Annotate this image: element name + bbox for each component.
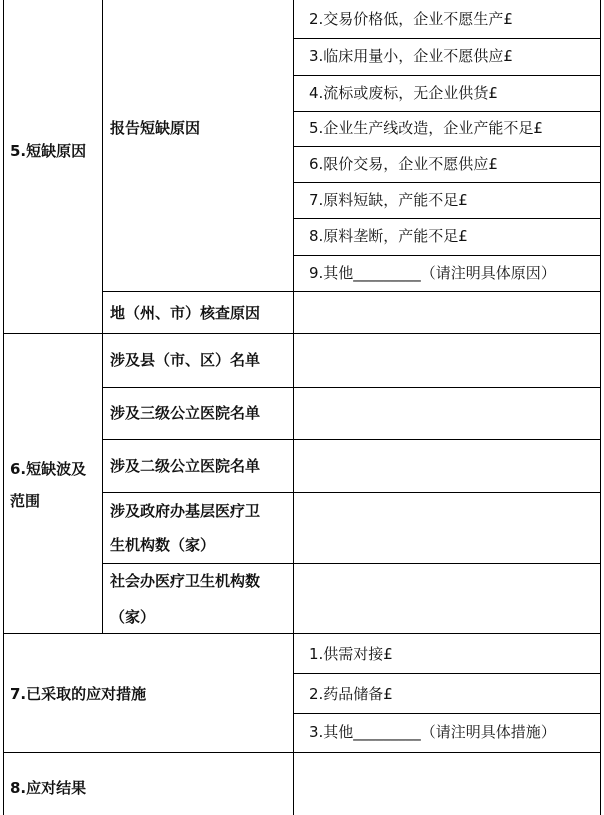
section5-title: 5.短缺原因 [10,142,87,160]
tier2-hospitals-label: 涉及二级公立医院名单 [110,457,261,475]
counties-label: 涉及县（市、区）名单 [110,351,261,369]
gov-institutions-label-line1: 涉及政府办基层医疗卫 [110,502,261,520]
verify-reason-label: 地（州、市）核查原因 [110,304,261,322]
social-institutions-field[interactable] [294,564,600,633]
counties-field[interactable] [294,334,600,387]
measure-option[interactable]: 2.药品储备£ [309,685,393,703]
gov-institutions-label-line2: 生机构数（家） [110,536,216,554]
reason-option[interactable]: 2.交易价格低，企业不愿生产£ [309,10,513,28]
section6-title-line2: 范围 [10,492,41,510]
reason-option[interactable]: 5.企业生产线改造，企业产能不足£ [309,119,543,137]
measure-option[interactable]: 1.供需对接£ [309,645,393,663]
reason-option[interactable]: 7.原料短缺，产能不足£ [309,191,468,209]
social-institutions-label-line1: 社会办医疗卫生机构数 [110,572,261,590]
reason-option[interactable]: 6.限价交易，企业不愿供应£ [309,155,498,173]
verify-reason-field[interactable] [294,292,600,333]
reason-option-other[interactable]: 9.其他_________（请注明具体原因） [309,264,556,282]
divider-col1 [102,0,103,633]
tier2-hospitals-field[interactable] [294,440,600,492]
tier3-hospitals-label: 涉及三级公立医院名单 [110,404,261,422]
gov-institutions-field[interactable] [294,493,600,563]
reported-reason-label: 报告短缺原因 [110,119,201,137]
section6-title-line1: 6.短缺波及 [10,460,87,478]
reason-option[interactable]: 8.原料垄断，产能不足£ [309,227,468,245]
response-result-field[interactable] [294,753,600,815]
reason-option[interactable]: 4.流标或废标，无企业供货£ [309,84,498,102]
section7-title: 7.已采取的应对措施 [10,685,147,703]
social-institutions-label-line2: （家） [110,608,156,626]
border-right [600,0,601,815]
reason-option[interactable]: 3.临床用量小，企业不愿供应£ [309,47,513,65]
measure-option-other[interactable]: 3.其他_________（请注明具体措施） [309,723,556,741]
tier3-hospitals-field[interactable] [294,388,600,439]
section8-title: 8.应对结果 [10,779,87,797]
border-left [3,0,4,815]
